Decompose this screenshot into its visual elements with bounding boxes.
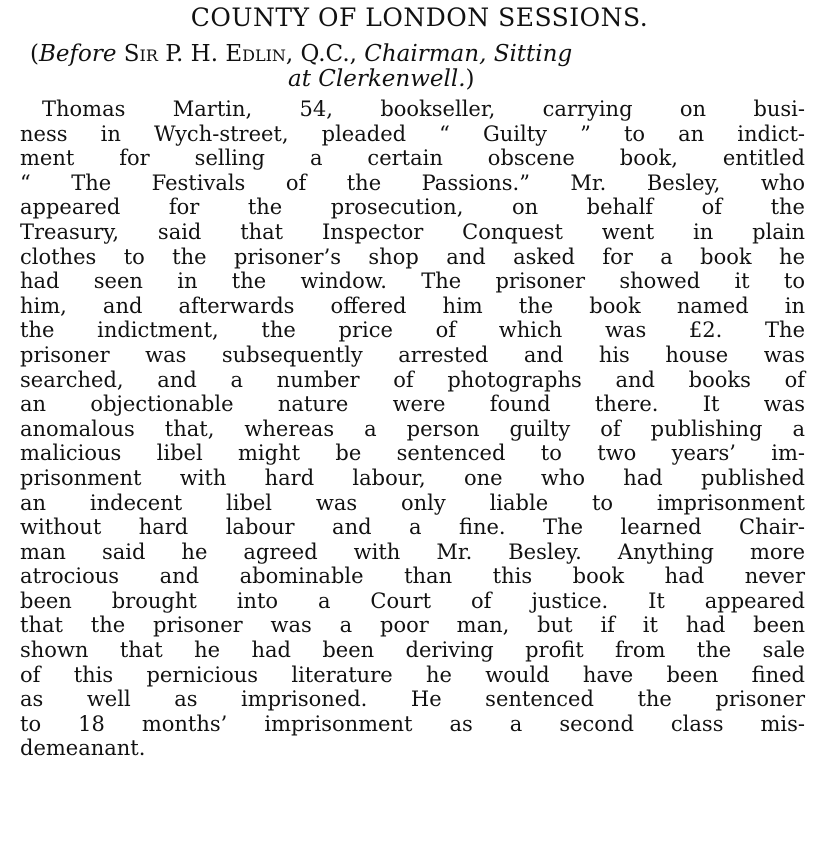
article-subheading-line-1 — [30, 42, 572, 67]
subheading-close-paren: ) — [465, 66, 475, 92]
body-line-20: atrocious and abominable than this book had never — [20, 564, 805, 589]
body-line-5: appeared for the prosecution, on behalf of the — [20, 195, 805, 220]
body-line-16: prisonment with hard labour, one who had published — [20, 465, 805, 490]
body-line-22: that the prisoner was a poor man, but if it had been — [20, 613, 805, 638]
body-line-17: an indecent libel was only liable to imprisonment — [20, 490, 805, 515]
body-line-23: shown that he had been deriving profit from the sale — [20, 638, 805, 663]
body-line-26: to 18 months’ imprisonment as a second class mis- — [20, 711, 805, 736]
article-body — [20, 97, 805, 761]
body-line-6: Treasury, said that Inspector Conquest went in plain — [20, 219, 805, 244]
body-line-21: been brought into a Court of justice. It appeared — [20, 588, 805, 613]
body-line-18: without hard labour and a fine. The learned Chair- — [20, 515, 805, 540]
body-line-27: demeanant. — [20, 736, 146, 761]
body-line-10: the indictment, the price of which was £2. The — [20, 318, 805, 343]
body-line-25: as well as imprisoned. He sentenced the prisoner — [20, 687, 805, 712]
article-subheading-line-2 — [288, 67, 475, 92]
body-line-19: man said he agreed with Mr. Besley. Anything more — [20, 539, 805, 564]
subheading-role: Chairman, Sitting — [364, 41, 573, 67]
body-line-15: malicious libel might be sentenced to two years’ im- — [20, 441, 805, 466]
body-line-2: ness in Wych-street, pleaded “ Guilty ” to an indict- — [20, 121, 805, 146]
subheading-place: at Clerkenwell. — [288, 66, 466, 92]
subheading-before: Before — [38, 41, 117, 67]
body-line-11: prisoner was subsequently arrested and his house was — [20, 342, 805, 367]
body-line-24: of this pernicious literature he would have been fined — [20, 662, 805, 687]
body-line-4: “ The Festivals of the Passions.” Mr. Besley, who — [20, 170, 805, 195]
body-line-9: him, and afterwards offered him the book named in — [20, 293, 805, 318]
subheading-judge: Sir P. H. Edlin, Q.C., — [123, 41, 357, 67]
article-heading: COUNTY OF LONDON SESSIONS. — [190, 3, 649, 32]
body-line-14: anomalous that, whereas a person guilty of publishing a — [20, 416, 805, 441]
body-line-12: searched, and a number of photographs and books of — [20, 367, 805, 392]
body-line-3: ment for selling a certain obscene book, entitled — [20, 146, 805, 171]
body-line-13: an objectionable nature were found there. It was — [20, 392, 805, 417]
subheading-open-paren: ( — [30, 41, 39, 67]
body-line-8: had seen in the window. The prisoner showed it to — [20, 269, 805, 294]
body-line-1: Thomas Martin, 54, bookseller, carrying on busi- — [42, 97, 805, 121]
body-line-7: clothes to the prisoner’s shop and asked for a book he — [20, 244, 805, 269]
